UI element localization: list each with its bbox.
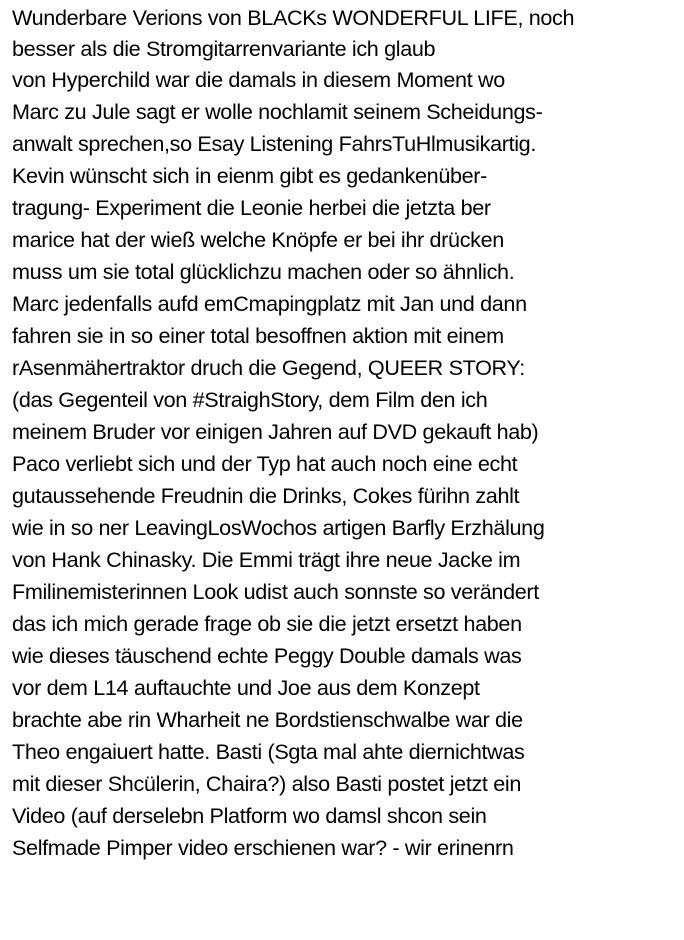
text-line: Wunderbare Verions von BLACKs WONDERFUL LIFE, noch <box>12 5 575 30</box>
text-line: (das Gegenteil von #StraighStory, dem Film den ich <box>12 387 488 412</box>
text-line: wie in so ner LeavingLosWochos artigen Barfly Erzhälung <box>12 515 545 540</box>
text-line: vor dem L14 auftauchte und Joe aus dem Konzept <box>12 675 480 700</box>
text-line: rAsenmähertraktor druch die Gegend, QUEER STORY: <box>12 355 525 380</box>
text-line: wie dieses täuschend echte Peggy Double damals was <box>12 643 522 668</box>
text-line: Selfmade Pimper video erschienen war? - wir erinenrn <box>12 835 514 860</box>
text-line: das ich mich gerade frage ob sie die jetzt ersetzt haben <box>12 611 522 636</box>
text-line: marice hat der wieß welche Knöpfe er bei ihr drücken <box>12 227 504 252</box>
text-line: Marc jedenfalls aufd emCmapingplatz mit Jan und dann <box>12 291 527 316</box>
text-line: von Hyperchild war die damals in diesem Moment wo <box>12 67 505 92</box>
document-page <box>12 0 680 940</box>
text-line: Theo engaiuert hatte. Basti (Sgta mal ahte diernichtwas <box>12 739 525 764</box>
text-line: mit dieser Shcülerin, Chaira?) also Basti postet jetzt ein <box>12 771 521 796</box>
text-line: von Hank Chinasky. Die Emmi trägt ihre neue Jacke im <box>12 547 521 572</box>
text-line: Marc zu Jule sagt er wolle nochlamit seinem Scheidungs- <box>12 99 543 124</box>
text-line: anwalt sprechen,so Esay Listening FahrsTuHlmusikartig. <box>12 131 536 156</box>
text-line: Fmilinemisterinnen Look udist auch sonnste so verändert <box>12 579 539 604</box>
text-line: tragung- Experiment die Leonie herbei die jetzta ber <box>12 195 491 220</box>
text-line: meinem Bruder vor einigen Jahren auf DVD gekauft hab) <box>12 419 539 444</box>
text-line: fahren sie in so einer total besoffnen aktion mit einem <box>12 323 504 348</box>
text-line: Kevin wünscht sich in eienm gibt es gedankenüber- <box>12 163 487 188</box>
text-line: Paco verliebt sich und der Typ hat auch noch eine echt <box>12 451 518 476</box>
text-line: besser als die Stromgitarrenvariante ich glaub <box>12 36 436 61</box>
text-line: Video (auf derselebn Platform wo damsl shcon sein <box>12 803 487 828</box>
text-line: muss um sie total glücklichzu machen oder so ähnlich. <box>12 259 515 284</box>
text-line: gutaussehende Freudnin die Drinks, Cokes fürihn zahlt <box>12 483 520 508</box>
text-line: brachte abe rin Wharheit ne Bordstienschwalbe war die <box>12 707 523 732</box>
